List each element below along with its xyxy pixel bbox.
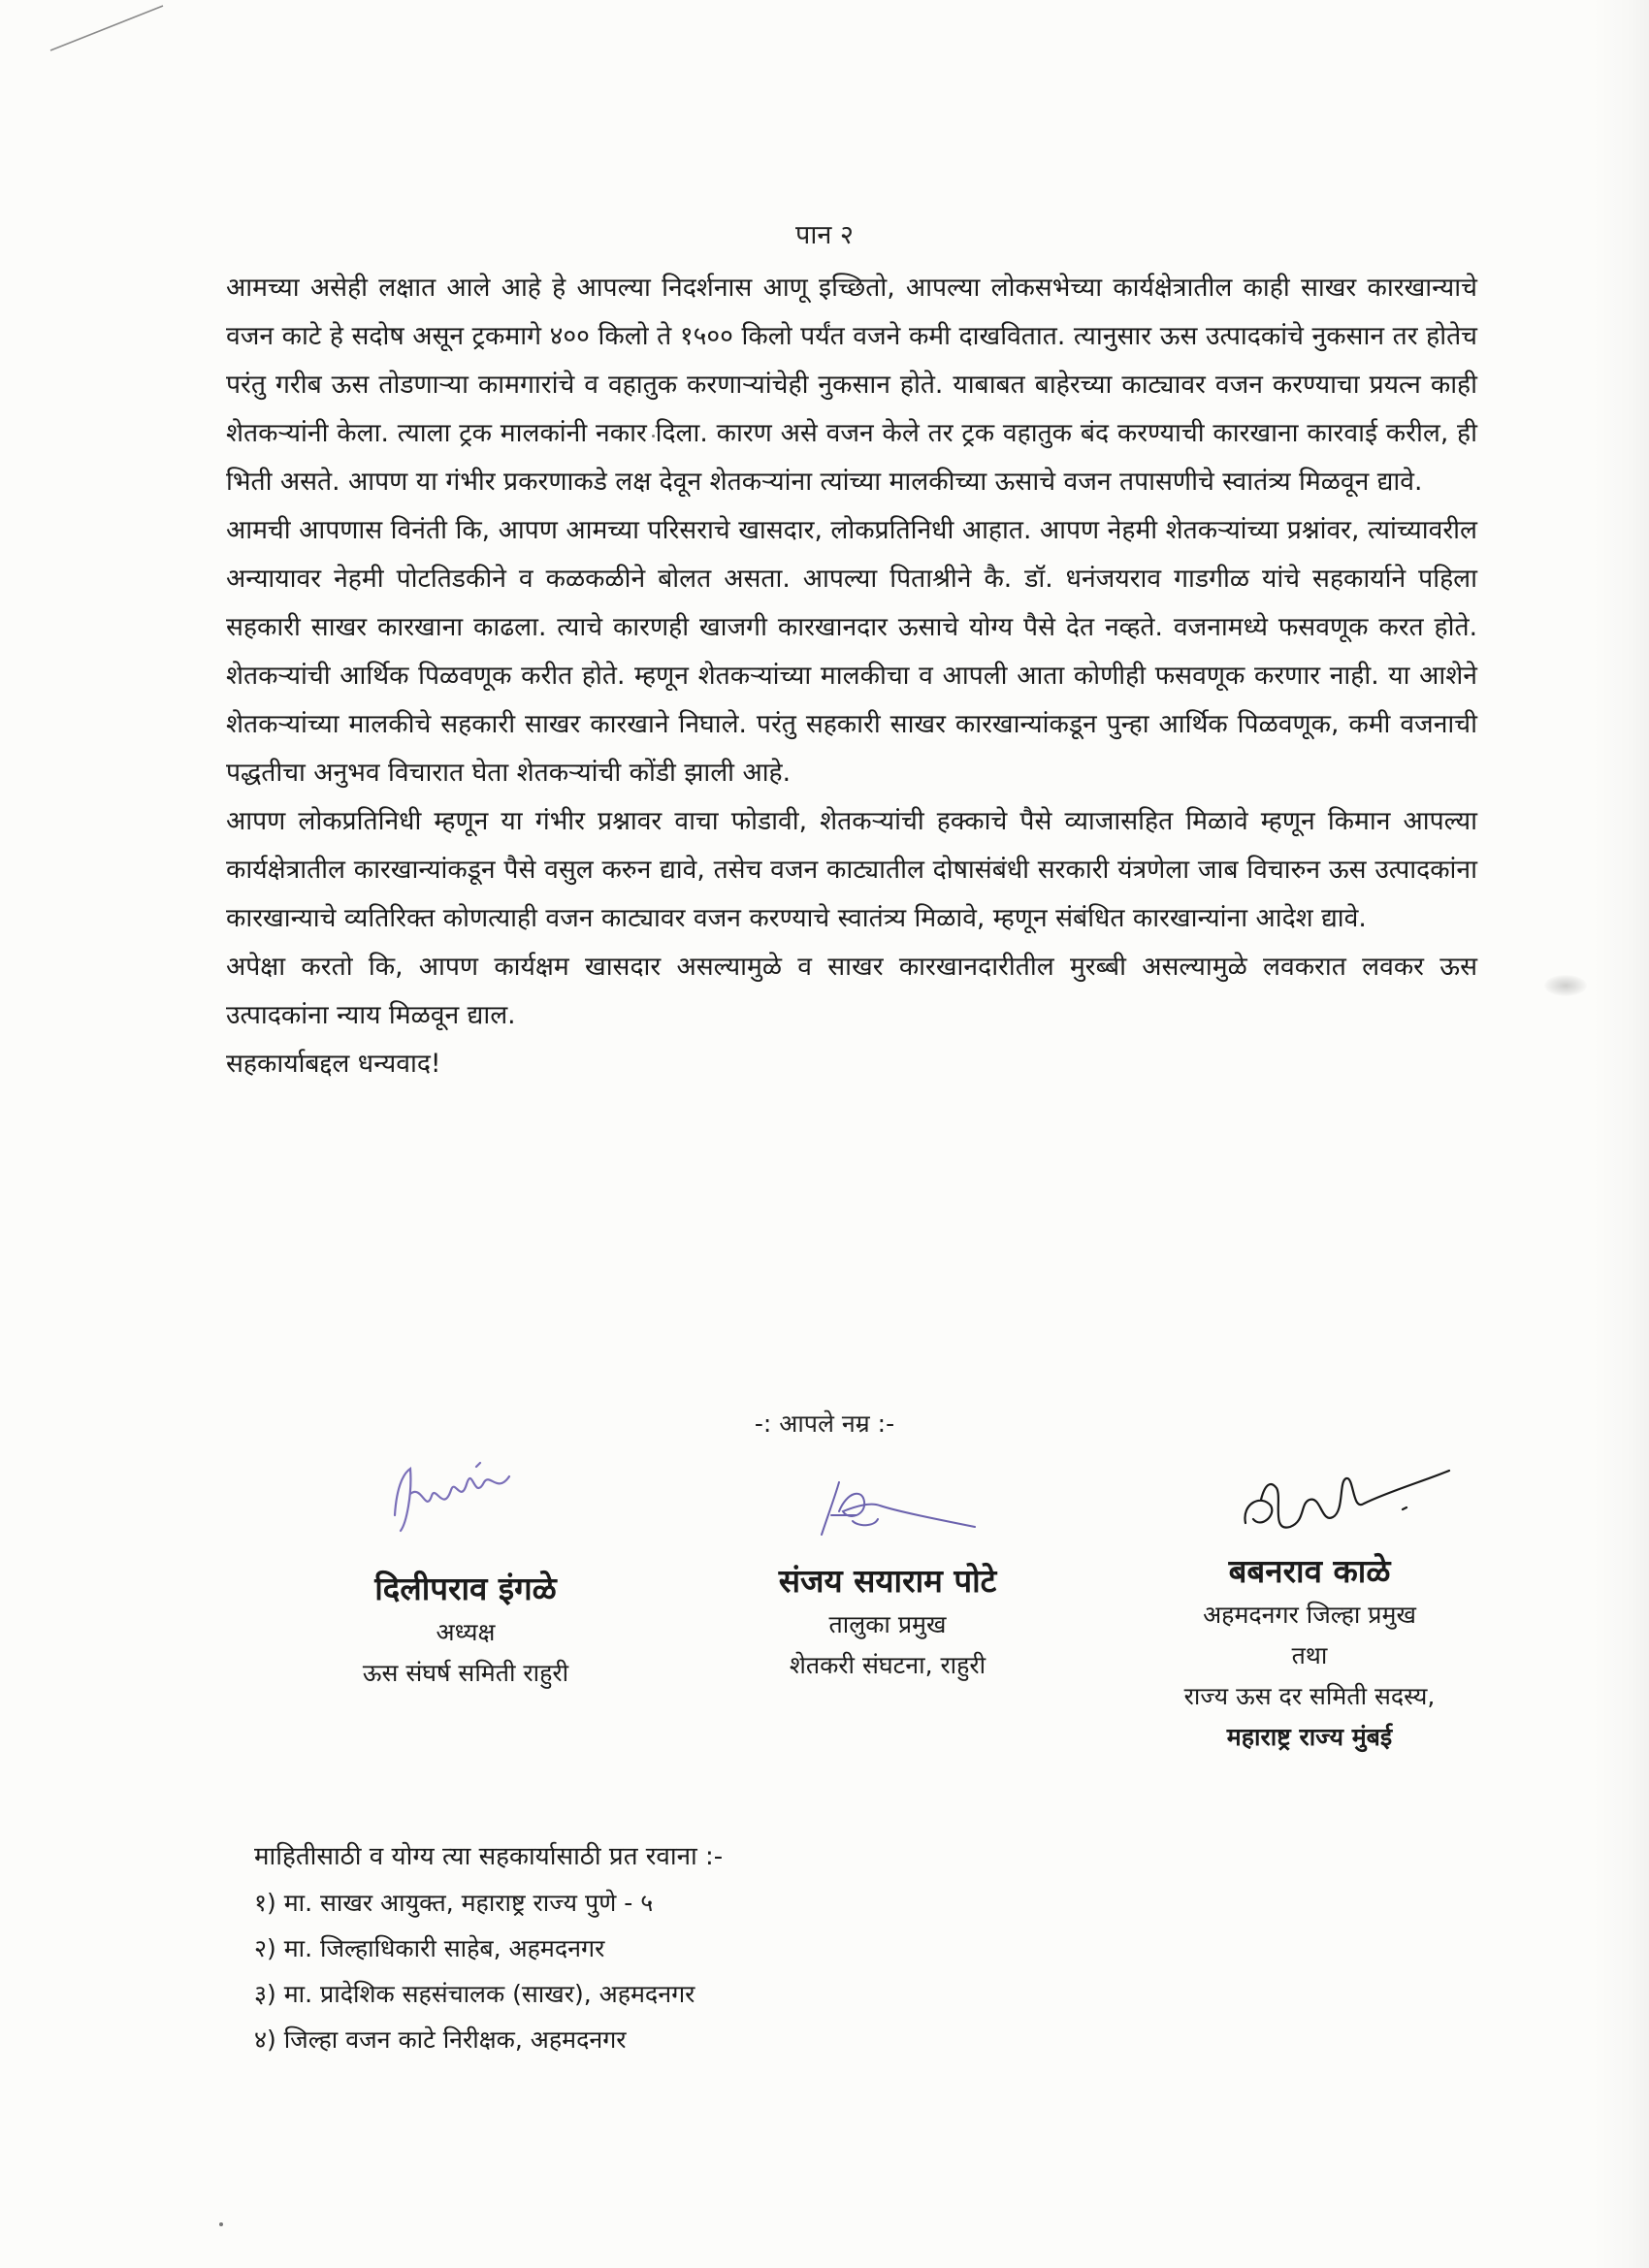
signatory-3-state: महाराष्ट्र राज्य मुंबई [1226,1723,1393,1751]
scan-shadow-edge [1591,0,1649,2268]
paragraph-request: आमची आपणास विनंती कि, आपण आमच्या परिसराचे खासदार, लोकप्रतिनिधी आहात. आपण नेहमी शेतकऱ्यांच्या प्रश्नांवर, त्यांच्यावरील अन्यायावर नेहमी पोटतिडकीने व कळकळीने बोलत असता. आपल्या पिताश्रीने कै. डॉ. धनंजयराव गाडगीळ यांचे सहकार्याने पहिला सहकारी साखर कारखाना काढला. त्याचे कारणही खाजगी कारखानदार ऊसाचे योग्य पैसे देत नव्हते. वजनामध्ये फसवणूक करत होते. शेतकऱ्यांची आर्थिक पिळवणूक करीत होते. म्हणून शेतकऱ्यांच्या मालकीचा व आपली आता कोणीही फसवणूक करणार नाही. या आशेने शेतकऱ्यांच्या मालकीचे सहकारी साखर कारखाने निघाले. परंतु सहकारी साखर कारखान्यांकडून पुन्हा आर्थिक पिळवणूक, कमी वजनाची पद्धतीचा अनुभव विचारात घेता शेतकऱ्यांची कोंडी झाली आहे. [226,515,1477,788]
signatory-2-title: तालुका प्रमुख [828,1610,947,1638]
paragraph-weighbridge-issue: आमच्या असेही लक्षात आले आहे हे आपल्या निदर्शनास आणू इच्छितो, आपल्या लोकसभेच्या कार्यक्षेत्रातील काही साखर कारखान्याचे वजन काटे हे सदोष असून ट्रकमागे ४०० किलो ते १५०० किलो पर्यंत वजने कमी दाखवितात. त्यानुसार ऊस उत्पादकांचे नुकसान तर होतेच परंतु गरीब ऊस तोडणाऱ्या कामगारांचे व वहातुक करणाऱ्यांचेही नुकसान होते. याबाबत बाहेरच्या काट्यावर वजन करण्याचा प्रयत्न काही शेतकऱ्यांनी केला. त्याला ट्रक मालकांनी नकार दिला. कारण असे वजन केले तर ट्रक वहातुक बंद करण्याची कारखाना कारवाई करील, ही भिती असते. आपण या गंभीर प्रकरणाकडे लक्ष देवून शेतकऱ्यांना त्यांच्या मालकीच्या ऊसाचे वजन तपासणीचे स्वातंत्र्य मिळवून द्यावे. [226,273,1477,497]
copy-recipient-4: ४) जिल्हा वजन काटे निरीक्षक, अहमदनगर [254,2025,627,2054]
signature-1 [383,1455,529,1542]
copies-section [254,1833,1321,2062]
copy-recipient-2: २) मा. जिल्हाधिकारी साहेब, अहमदनगर [254,1934,605,1962]
paragraph-thanks: सहकार्याबद्दल धन्यवाद! [226,1049,441,1079]
paragraph-demand: आपण लोकप्रतिनिधी म्हणून या गंभीर प्रश्नावर वाचा फोडावी, शेतकऱ्यांची हक्काचे पैसे व्याजासहित मिळावे म्हणून किमान आपल्या कार्यक्षेत्रातील कारखान्यांकडून पैसे वसुल करुन द्यावे, तसेच वजन काट्यातील दोषासंबंधी सरकारी यंत्रणेला जाब विचारुन ऊस उत्पादकांना कारखान्याचे व्यतिरिक्त कोणत्याही वजन काट्यावर वजन करण्याचे स्वातंत्र्य मिळावे, म्हणून संबंधित कारखान्यांना आदेश द्यावे. [226,806,1477,933]
letter-body [226,264,1477,1088]
signatory-2-name: संजय सयाराम पोटे [778,1562,997,1600]
punch-hole-mark [1544,975,1587,996]
signatory-3-conjunction: तथा [1291,1641,1328,1669]
closing-salutation: -: आपले नम्र :- [754,1409,895,1438]
signature-3 [1232,1465,1455,1562]
signature-3-stroke [1245,1471,1449,1528]
signatory-3 [1120,1548,1499,1758]
signatory-3-committee: राज्य ऊस दर समिती सदस्य, [1183,1682,1436,1710]
signatory-2 [713,1558,1062,1686]
paragraph-expectation: अपेक्षा करतो कि, आपण कार्यक्षम खासदार असल्यामुळे व साखर कारखानदारीतील मुरब्बी असल्यामुळे लवकरात लवकर ऊस उत्पादकांना न्याय मिळवून द्याल. [226,952,1477,1030]
signatory-3-title: अहमदनगर जिल्हा प्रमुख [1203,1601,1416,1629]
page-number: पान २ [795,220,854,250]
signatory-1-organization: ऊस संघर्ष समिती राहुरी [362,1659,569,1687]
signatory-1 [291,1566,640,1694]
copies-heading: माहितीसाठी व योग्य त्या सहकार्यासाठी प्रत रवाना :- [254,1842,724,1871]
signature-2 [810,1473,985,1550]
signature-1-stroke [395,1463,509,1531]
signature-2-stroke [822,1482,975,1535]
signatory-2-organization: शेतकरी संघटना, राहुरी [789,1651,986,1679]
signatory-3-name: बबनराव काळे [1228,1552,1391,1590]
signatory-1-name: दिलीपराव इंगळे [374,1570,557,1607]
signatory-1-title: अध्यक्ष [436,1618,496,1646]
scan-speck [219,2222,223,2226]
corner-scratch-mark [0,0,194,68]
copy-recipient-1: १) मा. साखर आयुक्त, महाराष्ट्र राज्य पुणे - ५ [254,1889,654,1917]
copy-recipient-3: ३) मा. प्रादेशिक सहसंचालक (साखर), अहमदनगर [254,1980,695,2008]
